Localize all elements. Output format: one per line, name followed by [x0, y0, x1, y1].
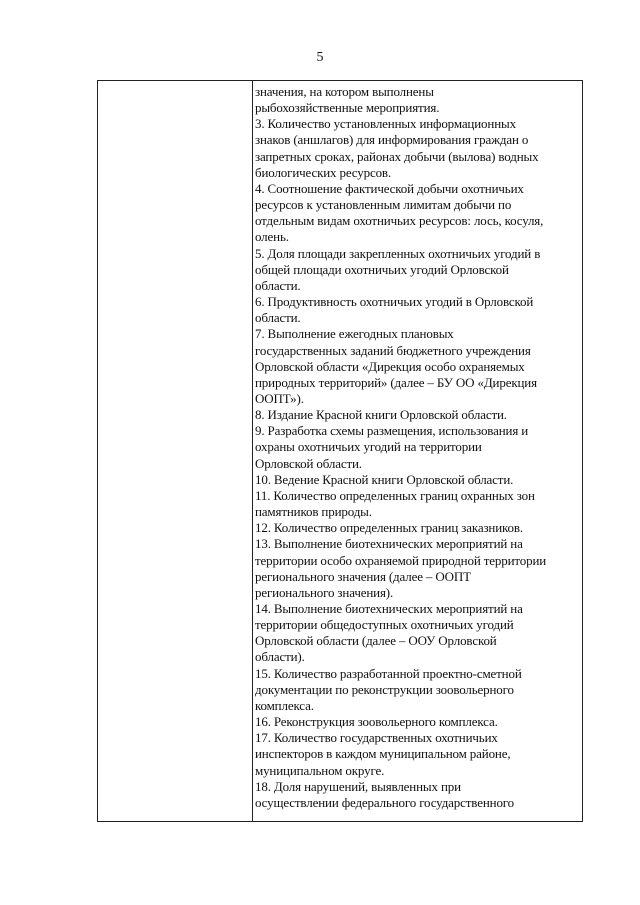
- text-line: олень.: [255, 229, 289, 245]
- table-right-column: [255, 84, 582, 811]
- text-line: государственных заданий бюджетного учреждения: [255, 342, 531, 358]
- text-line: 7. Выполнение ежегодных плановых: [255, 326, 454, 342]
- text-line: памятников природы.: [255, 504, 372, 520]
- text-line: регионального значения).: [255, 584, 394, 600]
- text-line: документации по реконструкции зоовольерного: [255, 681, 514, 697]
- text-line: комплекса.: [255, 697, 314, 713]
- text-line: 9. Разработка схемы размещения, использования и: [255, 423, 529, 439]
- text-line: запретных сроках, районах добычи (вылова) водных: [255, 148, 539, 164]
- text-line: области.: [255, 310, 301, 326]
- text-line: 18. Доля нарушений, выявленных при: [255, 778, 461, 794]
- text-line: области).: [255, 649, 305, 665]
- table-left-column: [98, 81, 253, 821]
- text-line: природных территорий» (далее – БУ ОО «Дирекция: [255, 374, 537, 390]
- text-line: осуществлении федерального государственного: [255, 794, 514, 810]
- text-line: охраны охотничьих угодий на территории: [255, 439, 482, 455]
- text-line: ресурсов к установленным лимитам добычи по: [255, 197, 512, 213]
- text-line: общей площади охотничьих угодий Орловской: [255, 261, 509, 277]
- text-line: отдельным видам охотничьих ресурсов: лось, косуля,: [255, 213, 544, 229]
- text-line: 13. Выполнение биотехнических мероприятий на: [255, 536, 523, 552]
- text-line: Орловской области.: [255, 455, 362, 471]
- text-line: 16. Реконструкция зоовольерного комплекса.: [255, 714, 498, 730]
- text-line: знаков (аншлагов) для информирования граждан о: [255, 132, 529, 148]
- text-line: муниципальном округе.: [255, 762, 385, 778]
- text-line: инспекторов в каждом муниципальном районе,: [255, 746, 511, 762]
- text-line: Орловской области (далее – ООУ Орловской: [255, 633, 497, 649]
- text-line: 14. Выполнение биотехнических мероприятий на: [255, 601, 523, 616]
- text-line: 11. Количество определенных границ охранных зон: [255, 487, 535, 503]
- text-line: области.: [255, 277, 301, 293]
- text-line: ООПТ»).: [255, 390, 304, 406]
- text-line: рыбохозяйственные мероприятия.: [255, 100, 440, 116]
- text-line: 10. Ведение Красной книги Орловской области.: [255, 471, 514, 487]
- text-line: Орловской области «Дирекция особо охраняемых: [255, 358, 525, 374]
- text-line: 4. Соотношение фактической добычи охотничьих: [255, 180, 524, 196]
- text-line: территории общедоступных охотничьих угодий: [255, 617, 514, 633]
- text-line: биологических ресурсов.: [255, 164, 392, 180]
- text-line: 6. Продуктивность охотничьих угодий в Орловской: [255, 294, 534, 310]
- text-line: 17. Количество государственных охотничьих: [255, 730, 498, 746]
- text-line: значения, на котором выполнены: [255, 84, 434, 99]
- text-line: 3. Количество установленных информационных: [255, 116, 516, 132]
- page-number: 5: [316, 50, 324, 65]
- text-line: 8. Издание Красной книги Орловской области.: [255, 407, 507, 423]
- document-table: [97, 80, 583, 822]
- text-line: 12. Количество определенных границ заказников.: [255, 520, 523, 536]
- text-line: 5. Доля площади закрепленных охотничьих угодий в: [255, 245, 541, 261]
- text-line: регионального значения (далее – ООПТ: [255, 568, 471, 584]
- text-line: территории особо охраняемой природной территории: [255, 552, 547, 568]
- text-line: 15. Количество разработанной проектно-сметной: [255, 665, 522, 681]
